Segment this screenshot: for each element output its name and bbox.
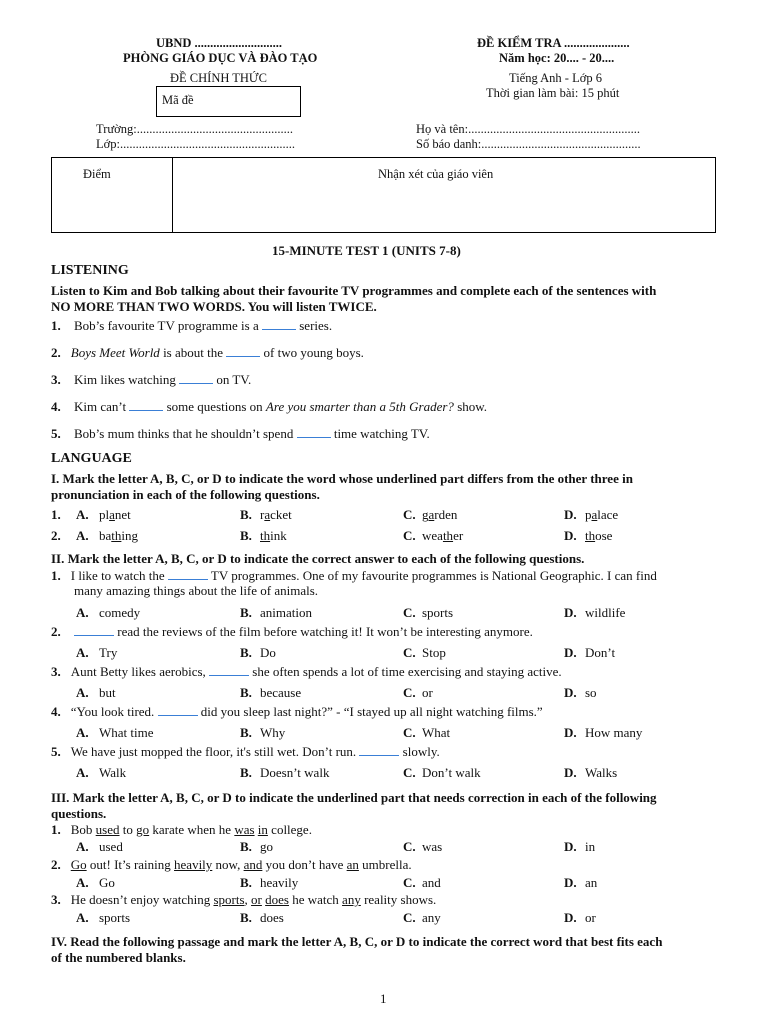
option-letter[interactable]: A. (76, 605, 89, 620)
question-stem: 3. He doesn’t enjoy watching sports, or does he watch any reality shows. (51, 892, 437, 907)
question-stem: 2. read the reviews of the film before watching it! It won’t be interesting anymore. (51, 624, 533, 639)
option-text[interactable]: because (260, 685, 302, 700)
score-table (51, 157, 716, 233)
option-word[interactable]: weather (422, 528, 464, 543)
option-text[interactable]: sports (422, 605, 454, 620)
answer-blank[interactable] (168, 568, 208, 580)
option-text[interactable]: does (260, 910, 284, 925)
option-text[interactable]: Why (260, 725, 286, 740)
subject: Tiếng Anh - Lớp 6 (509, 71, 602, 85)
option-letter[interactable]: A. (76, 765, 89, 780)
question-number: 1. (51, 507, 61, 522)
option-letter[interactable]: D. (564, 765, 577, 780)
option-text[interactable]: or (585, 910, 596, 925)
option-letter[interactable]: C. (403, 507, 416, 522)
section-2-instruction: II. Mark the letter A, B, C, or D to indicate the correct answer to each of the following questions. (51, 551, 585, 566)
answer-blank[interactable] (297, 426, 331, 438)
duration: Thời gian làm bài: 15 phút (486, 86, 620, 100)
section-1-instruction-1: I. Mark the letter A, B, C, or D to indicate the word whose underlined part differs from the other three in (51, 471, 633, 486)
official-label: ĐỀ CHÍNH THỨC (170, 71, 267, 85)
option-text[interactable]: used (99, 839, 123, 854)
option-text[interactable]: and (422, 875, 441, 890)
test-title: 15-MINUTE TEST 1 (UNITS 7-8) (272, 243, 461, 258)
option-word[interactable]: racket (260, 507, 292, 522)
question-stem: 4. “You look tired. did you sleep last night?” - “I stayed up all night watching films.” (51, 704, 543, 719)
option-text[interactable]: but (99, 685, 116, 700)
option-word[interactable]: bathing (99, 528, 139, 543)
option-letter[interactable]: B. (240, 725, 252, 740)
option-letter[interactable]: A. (76, 839, 89, 854)
answer-blank[interactable] (359, 744, 399, 756)
option-text[interactable]: comedy (99, 605, 141, 620)
score-label: Điểm (83, 167, 111, 181)
listening-item: 2. Boys Meet World is about the of two young boys. (51, 345, 364, 360)
test-label: ĐỀ KIỂM TRA ..................... (477, 36, 630, 50)
option-text[interactable]: was (422, 839, 443, 854)
option-text[interactable]: heavily (260, 875, 299, 890)
option-letter[interactable]: C. (403, 605, 416, 620)
option-letter[interactable]: D. (564, 910, 577, 925)
section-4-instruction-1: IV. Read the following passage and mark the letter A, B, C, or D to indicate the correct word that best fits each (51, 934, 663, 949)
option-text[interactable]: Don’t walk (422, 765, 481, 780)
option-letter[interactable]: A. (76, 725, 89, 740)
option-letter[interactable]: B. (240, 839, 252, 854)
option-letter[interactable]: C. (403, 839, 416, 854)
answer-blank[interactable] (262, 318, 296, 330)
option-letter[interactable]: B. (240, 528, 252, 543)
listening-heading: LISTENING (51, 263, 129, 278)
option-letter[interactable]: C. (403, 685, 416, 700)
option-letter[interactable]: B. (240, 765, 252, 780)
option-letter[interactable]: D. (564, 839, 577, 854)
comment-label: Nhận xét của giáo viên (378, 167, 494, 181)
option-text[interactable]: Go (99, 875, 115, 890)
code-label: Mã đề (162, 93, 194, 107)
section-3-instruction-2: questions. (51, 806, 107, 821)
option-text[interactable]: any (422, 910, 441, 925)
answer-blank[interactable] (209, 664, 249, 676)
option-letter[interactable]: A. (76, 685, 89, 700)
option-letter[interactable]: A. (76, 645, 89, 660)
option-text[interactable]: so (585, 685, 597, 700)
answer-blank[interactable] (74, 624, 114, 636)
option-letter[interactable]: D. (564, 725, 577, 740)
option-letter[interactable]: D. (564, 507, 577, 522)
question-stem: 5. We have just mopped the floor, it's still wet. Don’t run. slowly. (51, 744, 440, 759)
code-box (156, 86, 301, 117)
school-year: Năm học: 20.... - 20.... (499, 51, 615, 65)
option-letter[interactable]: B. (240, 605, 252, 620)
language-heading: LANGUAGE (51, 451, 132, 466)
option-text[interactable]: an (585, 875, 598, 890)
listening-item: 3. Kim likes watching on TV. (51, 372, 252, 387)
name-field[interactable]: Họ và tên:....................................................... (416, 122, 640, 136)
section-3-instruction-1: III. Mark the letter A, B, C, or D to indicate the underlined part that needs correction in each of the following (51, 790, 657, 805)
option-letter[interactable]: B. (240, 507, 252, 522)
option-letter[interactable]: A. (76, 875, 89, 890)
option-letter[interactable]: A. (76, 507, 89, 522)
question-number: 2. (51, 528, 61, 543)
option-text[interactable]: in (585, 839, 596, 854)
listening-item: 1. Bob’s favourite TV programme is a series. (51, 318, 333, 333)
page-number: 1 (380, 991, 387, 1006)
option-letter[interactable]: B. (240, 875, 252, 890)
option-letter[interactable]: D. (564, 875, 577, 890)
option-letter[interactable]: B. (240, 645, 252, 660)
option-letter[interactable]: D. (564, 645, 577, 660)
answer-blank[interactable] (158, 704, 198, 716)
option-text[interactable]: What time (99, 725, 154, 740)
option-word[interactable]: think (260, 528, 287, 543)
option-letter[interactable]: C. (403, 765, 416, 780)
option-text[interactable]: What (422, 725, 451, 740)
question-stem-cont: many amazing things about the life of animals. (74, 583, 319, 598)
option-word[interactable]: palace (585, 507, 619, 522)
option-text[interactable]: Walk (99, 765, 127, 780)
option-letter[interactable]: C. (403, 875, 416, 890)
option-text[interactable]: How many (585, 725, 643, 740)
option-text[interactable]: go (260, 839, 273, 854)
option-letter[interactable]: A. (76, 910, 89, 925)
option-text[interactable]: Walks (585, 765, 618, 780)
option-letter[interactable]: D. (564, 528, 577, 543)
option-text[interactable]: animation (260, 605, 312, 620)
option-letter[interactable]: D. (564, 685, 577, 700)
option-text[interactable]: Do (260, 645, 276, 660)
department: PHÒNG GIÁO DỤC VÀ ĐÀO TẠO (123, 51, 318, 65)
option-text[interactable]: wildlife (585, 605, 626, 620)
option-letter[interactable]: C. (403, 910, 416, 925)
option-text[interactable]: Doesn’t walk (260, 765, 330, 780)
candidate-number-field[interactable]: Số báo danh:................................................... (416, 137, 641, 151)
option-word[interactable]: planet (99, 507, 131, 522)
section-1-instruction-2: pronunciation in each of the following questions. (51, 487, 320, 502)
option-text[interactable]: sports (99, 910, 131, 925)
answer-blank[interactable] (179, 372, 213, 384)
listening-instruction-2: NO MORE THAN TWO WORDS. You will listen TWICE. (51, 299, 377, 314)
option-text[interactable]: Try (99, 645, 118, 660)
school-field[interactable]: Trường:.................................................. (96, 122, 293, 136)
option-letter[interactable]: D. (564, 605, 577, 620)
question-stem: 3. Aunt Betty likes aerobics, she often spends a lot of time exercising and staying active. (51, 664, 562, 679)
section-4-instruction-2: of the numbered blanks. (51, 950, 186, 965)
question-stem: 1. I like to watch the TV programmes. One of my favourite programmes is National Geographic. I can find (51, 568, 657, 583)
answer-blank[interactable] (226, 345, 260, 357)
question-stem: 1. Bob used to go karate when he was in college. (51, 822, 312, 837)
option-letter[interactable]: A. (76, 528, 89, 543)
option-word[interactable]: those (585, 528, 613, 543)
question-stem: 2. Go out! It’s raining heavily now, and you don’t have an umbrella. (51, 857, 412, 872)
option-letter[interactable]: C. (403, 528, 416, 543)
option-letter[interactable]: C. (403, 725, 416, 740)
listening-item: 5. Bob’s mum thinks that he shouldn’t spend time watching TV. (51, 426, 430, 441)
option-letter[interactable]: C. (403, 645, 416, 660)
option-letter[interactable]: B. (240, 910, 252, 925)
class-field[interactable]: Lớp:........................................................ (96, 137, 295, 151)
option-text[interactable]: Don’t (585, 645, 616, 660)
listening-instruction-1: Listen to Kim and Bob talking about their favourite TV programmes and complete each of the sentences with (51, 283, 657, 298)
option-text[interactable]: Stop (422, 645, 446, 660)
ubnd: UBND ............................ (156, 36, 283, 50)
listening-item: 4. Kim can’t some questions on Are you smarter than a 5th Grader? show. (51, 399, 488, 414)
option-text[interactable]: or (422, 685, 433, 700)
option-word[interactable]: garden (422, 507, 458, 522)
option-letter[interactable]: B. (240, 685, 252, 700)
answer-blank[interactable] (129, 399, 163, 411)
